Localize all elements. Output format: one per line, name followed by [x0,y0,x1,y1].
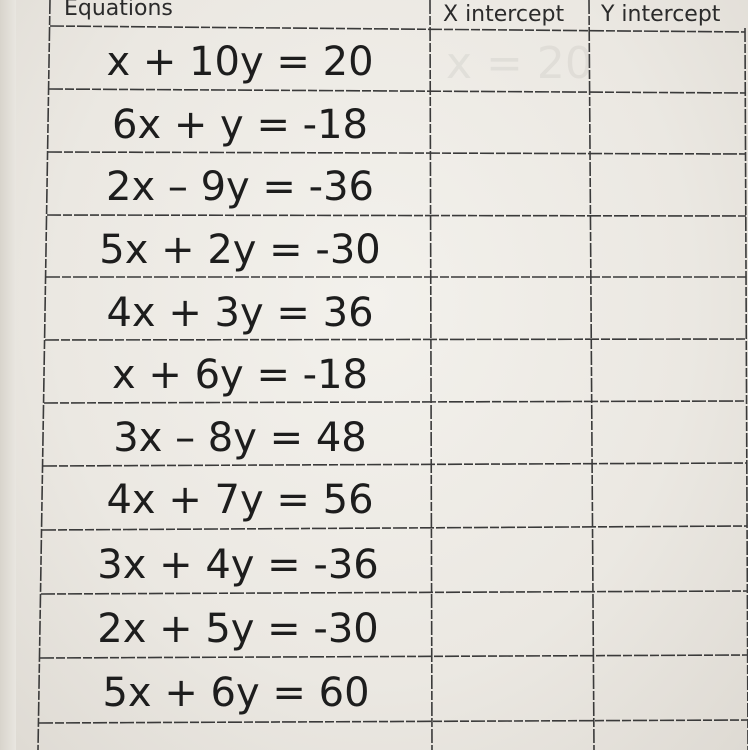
equation-cell: 5x + 6y = 60 [102,670,370,716]
faint-x-intercept-answer: x = 20 [446,38,593,89]
equation-cell: x + 6y = -18 [111,352,369,398]
y-intercept-column-header: Y intercept [601,2,721,27]
equation-cell: x + 10y = 20 [106,39,374,85]
equation-cell: 4x + 3y = 36 [106,290,374,336]
equation-cell: 5x + 2y = -30 [99,227,381,273]
equation-cell: 2x – 9y = -36 [106,164,374,210]
equation-cell: 3x – 8y = 48 [113,415,367,461]
equation-cell: 4x + 7y = 56 [106,477,374,523]
equations-column-header: Equations [64,0,173,21]
equation-cell: 6x + y = -18 [111,102,369,148]
equation-cell: 2x + 5y = -30 [97,606,379,652]
equation-cell: 3x + 4y = -36 [97,542,379,588]
x-intercept-column-header: X intercept [443,2,565,27]
